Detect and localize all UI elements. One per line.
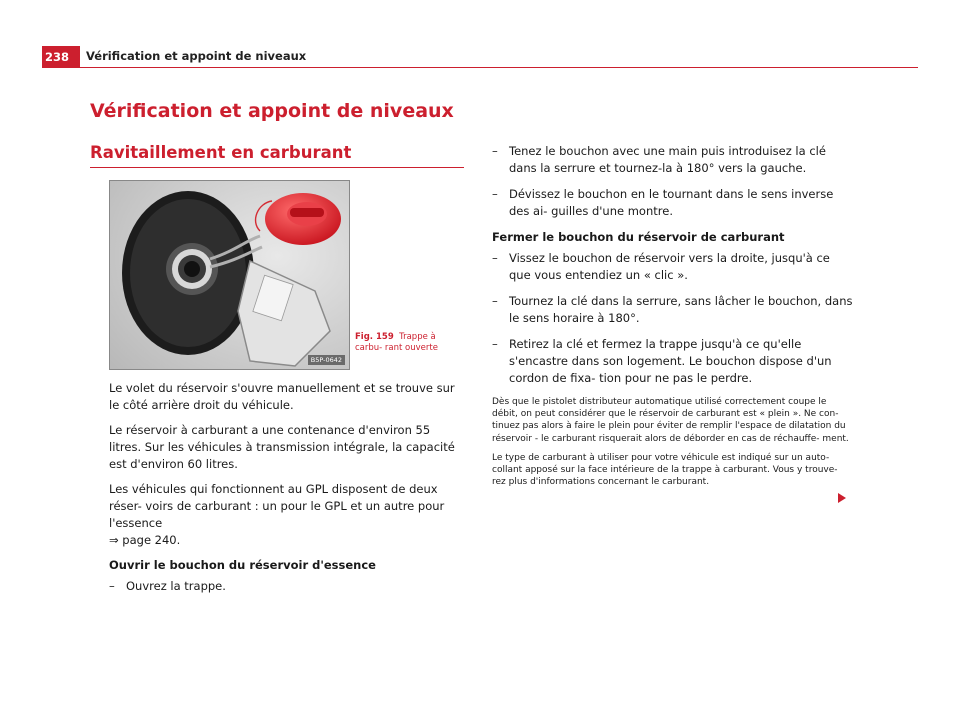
step-text: Tournez la clé dans la serrure, sans lâcher le bouchon, dans le sens horaire à 180°. xyxy=(509,294,853,325)
paragraph-lpg xyxy=(109,481,464,549)
step-text: Vissez le bouchon de réservoir vers la droite, jusqu'à ce que vous entendiez un « clic ». xyxy=(509,251,830,282)
subheading-open-cap: Ouvrir le bouchon du réservoir d'essence xyxy=(109,558,376,572)
figure-code: B5P-0642 xyxy=(308,355,345,365)
page-reference-link[interactable]: ⇒ page 240. xyxy=(109,533,181,547)
step-text: Tenez le bouchon avec une main puis introduisez la clé dans la serrure et tournez-la à 180° vers la gauche. xyxy=(509,144,826,175)
paragraph-flap-location: Le volet du réservoir s'ouvre manuellement et se trouve sur le côté arrière droit du véhicule. xyxy=(109,381,455,412)
fuel-flap-figure xyxy=(109,180,350,370)
right-column xyxy=(492,143,854,495)
list-dash: – xyxy=(492,187,498,201)
list-dash: – xyxy=(492,294,498,308)
arrow-right-icon xyxy=(838,493,846,503)
section-title: Ravitaillement en carburant xyxy=(90,143,352,162)
paragraph-tank-capacity: Le réservoir à carburant a une contenance d'environ 55 litres. Sur les véhicules à transmission intégrale, la capacité est d'environ 60 litres. xyxy=(109,423,455,471)
step-text: Retirez la clé et fermez la trappe jusqu'à ce qu'elle s'encastre dans son logement. Le bouchon dispose d'un cordon de fixa- tion pour ne pas le perdre. xyxy=(509,337,832,385)
step-text: Ouvrez la trappe. xyxy=(126,579,226,593)
note-full-tank: Dès que le pistolet distributeur automatique utilisé correctement coupe le débit, on peut considérer que le réservoir de carburant est « plein ». Ne con- tinuez pas alors à faire le plein pour éviter de remplir l'espace de dilatation du réservoir - le carburant risquerait alors de déborder en cas de réchauffe- ment. xyxy=(492,397,849,444)
list-dash: – xyxy=(492,144,498,158)
header-rule xyxy=(80,67,918,68)
list-item xyxy=(492,143,854,177)
figure-caption xyxy=(355,332,465,354)
fuel-flap-illustration xyxy=(110,181,349,369)
note-fuel-type: Le type de carburant à utiliser pour votre véhicule est indiqué sur un auto- collant apposé sur la face intérieure de la trappe à carburant. Vous y trouve- rez plus d'informations concernant le carburant. xyxy=(492,452,838,488)
figure-caption-text: Trappe à carbu- rant ouverte xyxy=(355,332,438,353)
list-dash: – xyxy=(109,579,115,593)
list-item xyxy=(492,250,854,284)
left-column xyxy=(109,380,464,604)
running-header-title: Vérification et appoint de niveaux xyxy=(86,49,307,63)
chapter-title: Vérification et appoint de niveaux xyxy=(90,100,454,122)
subheading-close-cap: Fermer le bouchon du réservoir de carburant xyxy=(492,230,785,244)
step-text: Dévissez le bouchon en le tournant dans le sens inverse des ai- guilles d'une montre. xyxy=(509,187,834,218)
list-item xyxy=(492,336,854,387)
list-dash: – xyxy=(492,251,498,265)
list-dash: – xyxy=(492,337,498,351)
page-number: 238 xyxy=(42,46,80,68)
list-item xyxy=(492,293,854,327)
section-rule xyxy=(90,167,464,168)
paragraph-lpg-text: Les véhicules qui fonctionnent au GPL disposent de deux réser- voirs de carburant : un pour le GPL et un autre pour l'essence xyxy=(109,482,445,530)
list-item xyxy=(492,186,854,220)
figure-caption-label: Fig. 159 xyxy=(355,332,394,342)
list-item xyxy=(109,578,464,595)
